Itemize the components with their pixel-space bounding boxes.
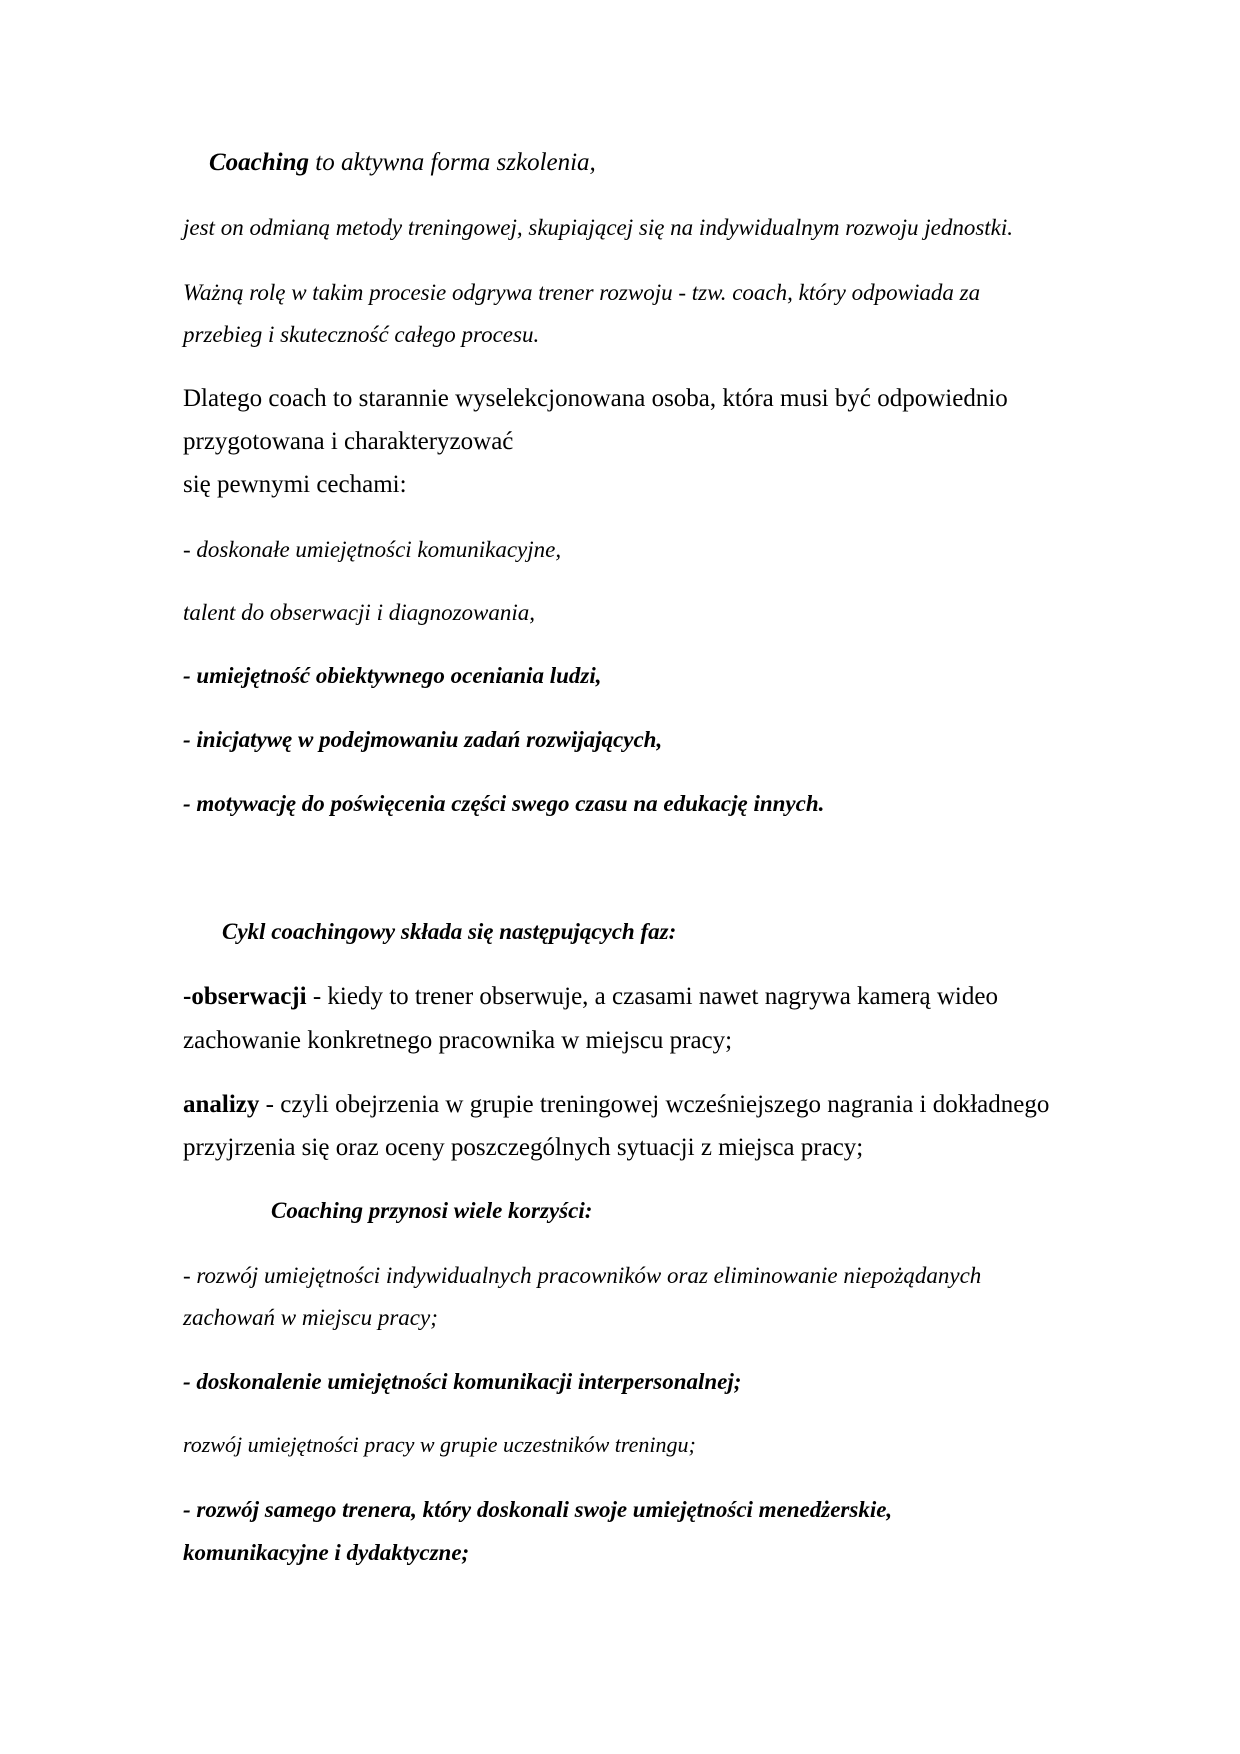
phase-analysis-line-2: przyjrzenia się oraz oceny poszczególnych sytuacji z miejsca pracy; [183,1134,864,1161]
benefit-1-line-1: - rozwój umiejętności indywidualnych pracowników oraz eliminowanie niepożądanych [183,1263,982,1288]
title-line [209,150,596,175]
trait-item: - inicjatywę w podejmowaniu zadań rozwijających, [183,727,663,752]
title-term: Coaching [209,149,310,176]
intro-line: jest on odmianą metody treningowej, skupiającej się na indywidualnym rozwoju jednostki. [183,215,1014,240]
trait-item: - motywację do poświęcenia części swego czasu na edukację innych. [183,791,825,816]
phase-analysis-text: - czyli obejrzenia w grupie treningowej wcześniejszego nagrania i dokładnego [259,1091,1050,1118]
trait-item: - umiejętność obiektywnego oceniania ludzi, [183,663,602,688]
benefit-3: rozwój umiejętności pracy w grupie uczestników treningu; [183,1432,696,1457]
benefit-4-line-2: komunikacyjne i dydaktyczne; [183,1540,470,1565]
coach-line-1: Dlatego coach to starannie wyselekcjonowana osoba, która musi być odpowiednio [183,385,1008,412]
trait-item: - doskonałe umiejętności komunikacyjne, [183,537,562,562]
phase-observation-line-2: zachowanie konkretnego pracownika w miejscu pracy; [183,1027,733,1054]
benefit-2: - doskonalenie umiejętności komunikacji interpersonalnej; [183,1369,742,1394]
phase-observation-text: - kiedy to trener obserwuje, a czasami nawet nagrywa kamerą wideo [306,983,998,1010]
coach-line-3: się pewnymi cechami: [183,471,407,498]
benefit-4-line-1: - rozwój samego trenera, który doskonali swoje umiejętności menedżerskie, [183,1497,893,1522]
title-rest: to aktywna forma szkolenia, [309,149,596,176]
cycle-heading: Cykl coachingowy składa się następujących faz: [222,919,677,944]
benefits-heading: Coaching przynosi wiele korzyści: [271,1198,593,1223]
coach-line-2: przygotowana i charakteryzować [183,428,514,455]
trait-item: talent do obserwacji i diagnozowania, [183,600,536,625]
phase-analysis [183,1092,1049,1117]
role-line-1: Ważną rolę w takim procesie odgrywa trener rozwoju - tzw. coach, który odpowiada za [183,280,981,305]
role-line-2: przebieg i skuteczność całego procesu. [183,322,540,347]
phase-observation [183,984,998,1009]
benefit-1-line-2: zachowań w miejscu pracy; [183,1305,438,1330]
phase-observation-term: -obserwacji [183,983,307,1010]
phase-analysis-term: analizy [183,1091,260,1118]
